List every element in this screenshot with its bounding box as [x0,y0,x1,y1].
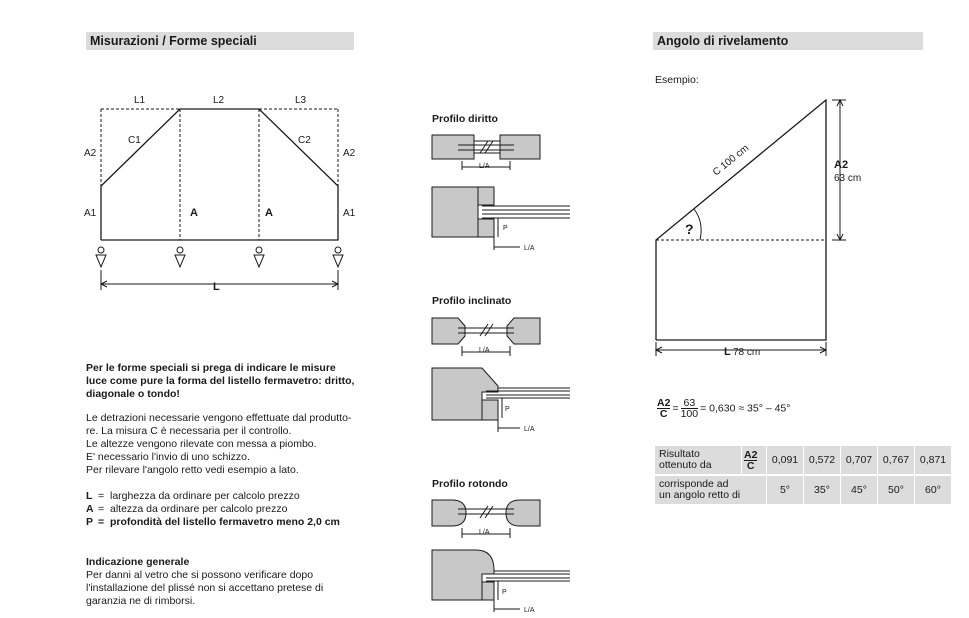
formula-eq1: = [672,402,679,415]
table-cell: 5° [767,475,804,505]
legend-sep-a: = [98,503,105,515]
profile-round-p: P [502,589,507,596]
row1-fraction-den: C [746,459,755,472]
profile-round-title: Profilo rotondo [432,478,508,490]
example-label: Esempio: [655,74,699,86]
label-l2: L2 [213,95,225,106]
angle-table [655,446,952,506]
label-a-mid2: A [265,207,273,219]
label-a-mid1: A [190,207,198,219]
legend-text-a: altezza da ordinare per calcolo prezzo [110,503,288,515]
hypotenuse-label: C 100 cm [710,142,752,179]
general-line-2: l'installazione del plissé non si accettano pretese di [86,582,324,594]
label-l3: L3 [295,95,307,106]
general-line-3: garanzia ne di rimborsi. [86,595,196,607]
table-cell: 0,572 [804,446,841,475]
base-key: L [724,346,731,358]
table-cell: 45° [841,475,878,505]
profile-inclined-la: L/A [524,426,535,433]
a2-value: 63 cm [834,173,862,184]
row1-label-line1: Risultato [659,448,700,460]
angle-formula [655,398,790,419]
row2-label-line1: corrisponde ad [659,478,729,490]
profile-straight-la: L/A [524,245,535,252]
label-c2: C2 [298,135,311,146]
row1-label [655,446,742,475]
label-a2-right: A2 [343,148,356,159]
a2-key: A2 [834,159,849,171]
instruction-line-3: Le altezze vengono rilevate con messa a piombo. [86,438,317,450]
row2-label [655,475,767,505]
row1-fraction-num: A2 [744,448,758,461]
table-cell: 60° [915,475,952,505]
row1-fraction [742,446,767,475]
general-line-1: Per danni al vetro che si possono verificare dopo [86,569,314,581]
profile-inclined-title: Profilo inclinato [432,295,512,307]
formula-num2: 63 [681,398,699,409]
legend-sep-l: = [98,490,105,502]
table-row [655,475,952,505]
profile-round-la-top: L/A [479,529,490,536]
legend-key-a: A [86,503,94,515]
label-l: L [213,281,220,293]
table-cell: 0,767 [878,446,915,475]
formula-num1: A2 [657,397,671,409]
base-value: 78 cm [733,347,761,358]
instruction-line-2: re. La misura C è necessaria per il controllo. [86,425,292,437]
label-l1: L1 [134,95,146,106]
instruction-line-5: Per rilevare l'angolo retto vedi esempio a lato. [86,464,299,476]
table-cell: 0,871 [915,446,952,475]
instruction-line-4: E' necessario l'invio di uno schizzo. [86,451,250,463]
formula-result: = 0,630 ≈ 35° – 45° [700,402,791,415]
profile-round-la: L/A [524,607,535,614]
formula-den1: C [659,408,668,420]
legend-text-p: profondità del listello fermavetro meno 2,0 cm [110,516,340,528]
table-cell: 50° [878,475,915,505]
table-cell: 35° [804,475,841,505]
profile-straight-title: Profilo diritto [432,113,498,125]
legend-sep-p: = [98,516,105,528]
section-header-angle: Angolo di rivelamento [653,32,923,50]
intro-line-1: Per le forme speciali si prega di indicare le misure [86,362,336,374]
label-a2-left: A2 [84,148,97,159]
profile-inclined-la-top: L/A [479,347,490,354]
profile-straight-la-top: L/A [479,163,490,170]
table-cell: 0,091 [767,446,804,475]
legend-key-p: P [86,516,94,528]
table-cell: 0,707 [841,446,878,475]
profile-inclined-p: P [505,406,510,413]
row1-label-line2: ottenuto da [659,459,712,471]
section-header-measurements: Misurazioni / Forme speciali [86,32,354,50]
label-a1-right: A1 [343,208,356,219]
instruction-line-1: Le detrazioni necessarie vengono effettuate dal produtto- [86,412,352,424]
label-a1-left: A1 [84,208,97,219]
profile-straight-p: P [503,225,508,232]
intro-line-3: diagonale o tondo! [86,388,180,400]
legend-key-l: L [86,490,93,502]
unknown-angle-mark: ? [685,221,694,237]
row2-label-line2: un angolo retto di [659,489,741,501]
table-row [655,446,952,475]
legend-text-l: larghezza da ordinare per calcolo prezzo [110,490,300,502]
intro-line-2: luce come pure la forma del listello fermavetro: dritto, [86,375,355,387]
general-title: Indicazione generale [86,556,190,568]
formula-den2: 100 [680,408,699,420]
label-c1: C1 [128,135,141,146]
